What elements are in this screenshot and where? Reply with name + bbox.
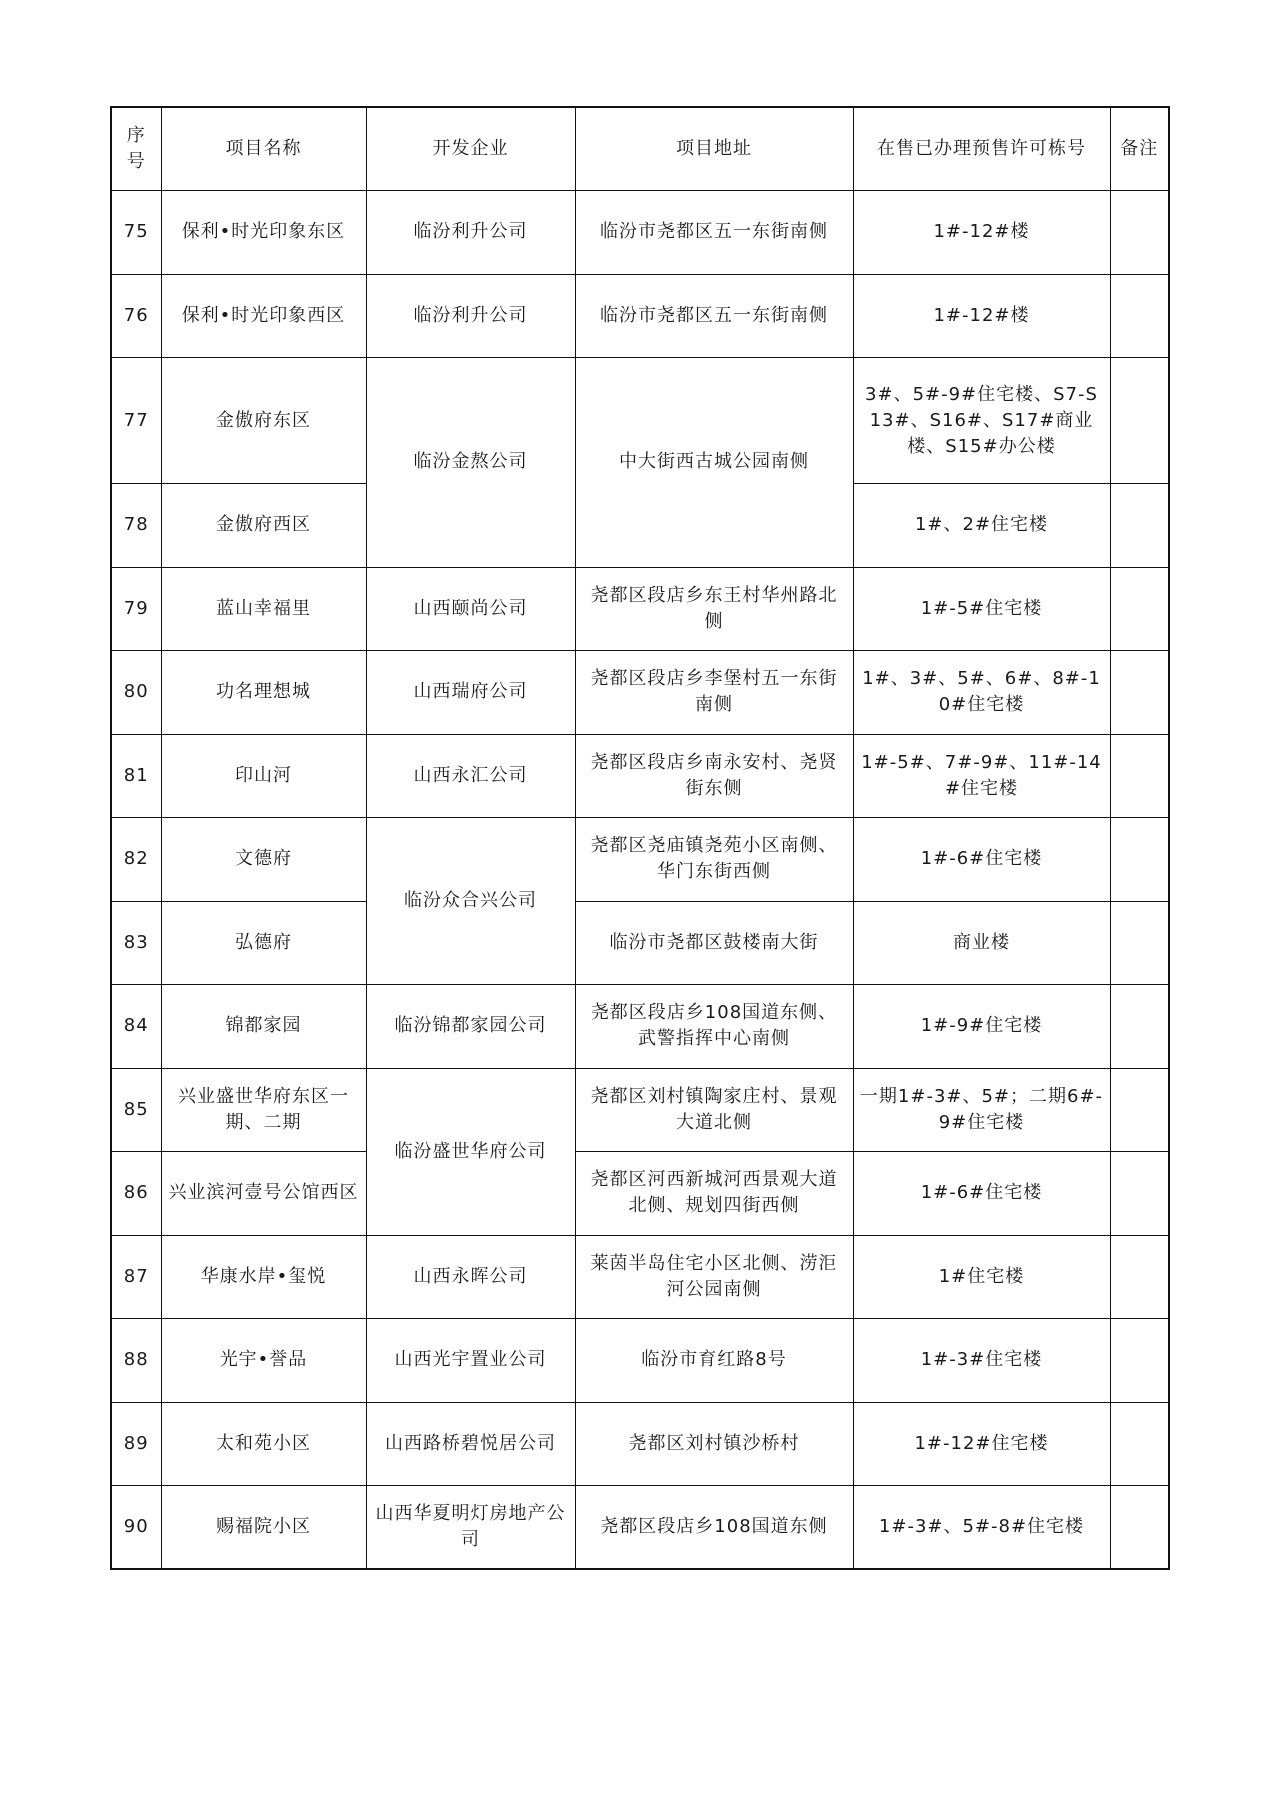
cell-project-name: 功名理想城 — [161, 651, 366, 735]
cell-seq: 84 — [111, 985, 161, 1069]
cell-developer: 临汾盛世华府公司 — [366, 1068, 575, 1235]
cell-developer: 山西永晖公司 — [366, 1235, 575, 1319]
table-row — [111, 901, 1169, 985]
cell-seq: 82 — [111, 818, 161, 902]
cell-permit: 1#-6#住宅楼 — [853, 1152, 1110, 1236]
cell-seq: 86 — [111, 1152, 161, 1236]
cell-note — [1110, 1402, 1169, 1486]
cell-developer: 临汾众合兴公司 — [366, 818, 575, 985]
cell-note — [1110, 484, 1169, 568]
cell-note — [1110, 818, 1169, 902]
table-row — [111, 1486, 1169, 1570]
cell-address: 尧都区段店乡108国道东侧、武警指挥中心南侧 — [575, 985, 853, 1069]
cell-project-name: 印山河 — [161, 734, 366, 818]
cell-project-name: 锦都家园 — [161, 985, 366, 1069]
cell-address: 尧都区段店乡南永安村、尧贤街东侧 — [575, 734, 853, 818]
cell-seq: 76 — [111, 274, 161, 358]
cell-address: 临汾市育红路8号 — [575, 1319, 853, 1403]
cell-address: 临汾市尧都区鼓楼南大街 — [575, 901, 853, 985]
cell-note — [1110, 191, 1169, 275]
header-seq: 序号 — [111, 107, 161, 191]
cell-note — [1110, 567, 1169, 651]
cell-developer: 临汾金熬公司 — [366, 358, 575, 568]
cell-permit: 1#-6#住宅楼 — [853, 818, 1110, 902]
cell-permit: 1#-12#住宅楼 — [853, 1402, 1110, 1486]
cell-address: 尧都区刘村镇沙桥村 — [575, 1402, 853, 1486]
cell-permit: 1#-5#、7#-9#、11#-14#住宅楼 — [853, 734, 1110, 818]
cell-permit: 1#-12#楼 — [853, 274, 1110, 358]
cell-permit: 1#、3#、5#、6#、8#-10#住宅楼 — [853, 651, 1110, 735]
cell-note — [1110, 651, 1169, 735]
table-row — [111, 985, 1169, 1069]
cell-note — [1110, 1152, 1169, 1236]
presale-permit-table — [110, 106, 1170, 1570]
cell-permit: 3#、5#-9#住宅楼、S7-S13#、S16#、S17#商业楼、S15#办公楼 — [853, 358, 1110, 484]
cell-seq: 89 — [111, 1402, 161, 1486]
cell-note — [1110, 734, 1169, 818]
cell-project-name: 赐福院小区 — [161, 1486, 366, 1570]
cell-seq: 81 — [111, 734, 161, 818]
cell-permit: 1#-5#住宅楼 — [853, 567, 1110, 651]
cell-project-name: 太和苑小区 — [161, 1402, 366, 1486]
cell-permit: 1#-3#住宅楼 — [853, 1319, 1110, 1403]
cell-address: 临汾市尧都区五一东街南侧 — [575, 191, 853, 275]
table-row — [111, 651, 1169, 735]
cell-note — [1110, 274, 1169, 358]
table-row — [111, 1319, 1169, 1403]
cell-note — [1110, 1319, 1169, 1403]
cell-developer: 山西光宇置业公司 — [366, 1319, 575, 1403]
cell-seq: 75 — [111, 191, 161, 275]
cell-project-name: 保利•时光印象东区 — [161, 191, 366, 275]
cell-permit: 1#、2#住宅楼 — [853, 484, 1110, 568]
cell-seq: 79 — [111, 567, 161, 651]
cell-address: 尧都区段店乡李堡村五一东街南侧 — [575, 651, 853, 735]
cell-note — [1110, 985, 1169, 1069]
cell-seq: 83 — [111, 901, 161, 985]
table-row — [111, 274, 1169, 358]
cell-seq: 90 — [111, 1486, 161, 1570]
cell-address: 尧都区段店乡东王村华州路北侧 — [575, 567, 853, 651]
cell-permit: 1#-3#、5#-8#住宅楼 — [853, 1486, 1110, 1570]
cell-note — [1110, 901, 1169, 985]
cell-seq: 77 — [111, 358, 161, 484]
cell-address: 莱茵半岛住宅小区北侧、涝洰河公园南侧 — [575, 1235, 853, 1319]
cell-project-name: 兴业滨河壹号公馆西区 — [161, 1152, 366, 1236]
cell-seq: 80 — [111, 651, 161, 735]
cell-permit: 1#-12#楼 — [853, 191, 1110, 275]
cell-project-name: 保利•时光印象西区 — [161, 274, 366, 358]
table-row — [111, 1402, 1169, 1486]
cell-project-name: 金傲府西区 — [161, 484, 366, 568]
header-project-address: 项目地址 — [575, 107, 853, 191]
cell-address: 尧都区河西新城河西景观大道北侧、规划四街西侧 — [575, 1152, 853, 1236]
header-developer: 开发企业 — [366, 107, 575, 191]
table-header-row — [111, 107, 1169, 191]
header-project-name: 项目名称 — [161, 107, 366, 191]
cell-address: 临汾市尧都区五一东街南侧 — [575, 274, 853, 358]
cell-project-name: 华康水岸•玺悦 — [161, 1235, 366, 1319]
cell-note — [1110, 358, 1169, 484]
cell-developer: 临汾利升公司 — [366, 191, 575, 275]
header-presale-permit-buildings: 在售已办理预售许可栋号 — [853, 107, 1110, 191]
cell-developer: 山西华夏明灯房地产公司 — [366, 1486, 575, 1570]
table-row — [111, 1152, 1169, 1236]
cell-project-name: 文德府 — [161, 818, 366, 902]
cell-permit: 1#住宅楼 — [853, 1235, 1110, 1319]
cell-address: 尧都区尧庙镇尧苑小区南侧、华门东街西侧 — [575, 818, 853, 902]
cell-address: 尧都区刘村镇陶家庄村、景观大道北侧 — [575, 1068, 853, 1152]
table-row — [111, 1235, 1169, 1319]
table-row — [111, 734, 1169, 818]
cell-developer: 山西瑞府公司 — [366, 651, 575, 735]
cell-note — [1110, 1068, 1169, 1152]
table-row — [111, 1068, 1169, 1152]
cell-seq: 78 — [111, 484, 161, 568]
cell-developer: 临汾利升公司 — [366, 274, 575, 358]
table-row — [111, 567, 1169, 651]
table-row — [111, 818, 1169, 902]
cell-developer: 临汾锦都家园公司 — [366, 985, 575, 1069]
cell-developer: 山西永汇公司 — [366, 734, 575, 818]
cell-seq: 87 — [111, 1235, 161, 1319]
cell-project-name: 弘德府 — [161, 901, 366, 985]
cell-project-name: 兴业盛世华府东区一期、二期 — [161, 1068, 366, 1152]
cell-project-name: 金傲府东区 — [161, 358, 366, 484]
cell-project-name: 蓝山幸福里 — [161, 567, 366, 651]
table-row — [111, 191, 1169, 275]
cell-note — [1110, 1486, 1169, 1570]
cell-seq: 88 — [111, 1319, 161, 1403]
cell-permit: 1#-9#住宅楼 — [853, 985, 1110, 1069]
cell-seq: 85 — [111, 1068, 161, 1152]
cell-address: 尧都区段店乡108国道东侧 — [575, 1486, 853, 1570]
cell-project-name: 光宇•誉品 — [161, 1319, 366, 1403]
cell-developer: 山西颐尚公司 — [366, 567, 575, 651]
cell-permit: 一期1#-3#、5#；二期6#-9#住宅楼 — [853, 1068, 1110, 1152]
cell-permit: 商业楼 — [853, 901, 1110, 985]
cell-developer: 山西路桥碧悦居公司 — [366, 1402, 575, 1486]
cell-note — [1110, 1235, 1169, 1319]
table-row — [111, 358, 1169, 484]
cell-address: 中大街西古城公园南侧 — [575, 358, 853, 568]
header-note: 备注 — [1110, 107, 1169, 191]
